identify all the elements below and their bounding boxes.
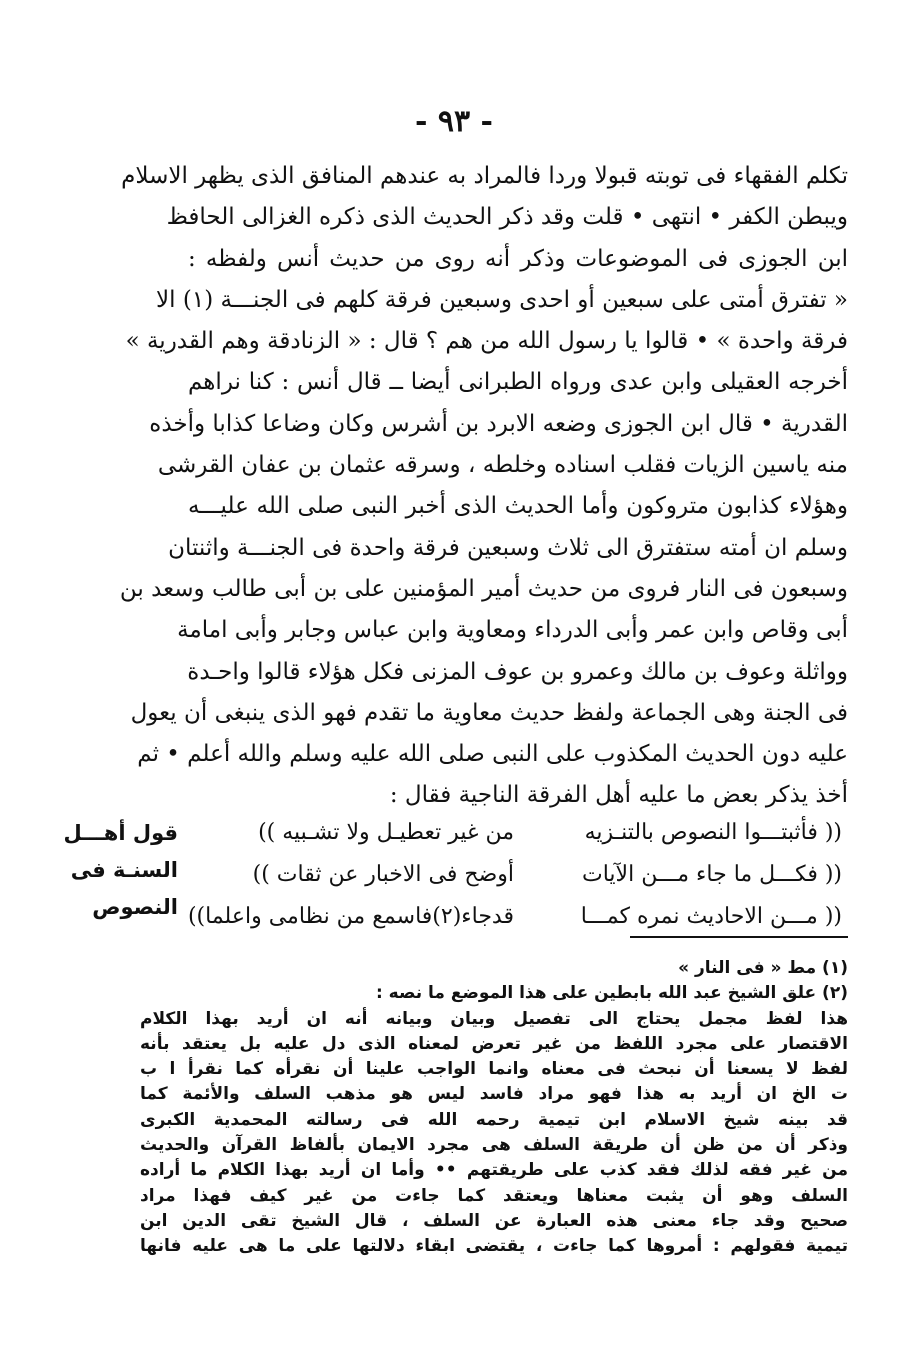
footnote-line: تيمية فقولهم : أمروها كما جاءت ، يقتضى ابقاء دلالتها على ما هى عليه فانها (140, 1236, 848, 1257)
text-line: وهؤلاء كذابون متروكون وأما الحديث الذى أخبر النبى صلى الله عليـــه (188, 493, 848, 520)
text-line: ويبطن الكفر • انتهى • قلت وقد ذكر الحديث الذى ذكره الغزالى الحافظ (166, 204, 848, 231)
verse-second-hemistich: قدجاء(٢)فاسمع من نظامى واعلما)) (187, 904, 514, 929)
footnote-line: السلف وهو أن يثبت معناها ويعتقد كما جاءت من غير كيف فهذا مراد (140, 1185, 848, 1206)
text-line: فرقة واحدة » • قالوا يا رسول الله من هم ؟ قال : « الزنادقة وهم القدرية » (125, 328, 848, 355)
text-line: فى الجنة وهى الجماعة ولفظ حديث معاوية ما تقدم فهو الذى ينبغى أن يعول (130, 699, 848, 726)
footnote-line: ت الخ ان أريد به هذا فهو مراد فاسد ليس هو مذهب السلف والأئمة كما (140, 1084, 848, 1105)
footnote-line: صحيح وقد جاء معنى هذه العبارة عن السلف ، قال الشيخ تقى الدين ابن (140, 1210, 848, 1231)
poem-verse (188, 896, 848, 938)
verse-second-hemistich: أوضح فى الاخبار عن ثقات )) (252, 862, 514, 887)
footnote-line: الاقتصار على مجرد اللفظ من غير تعرض لمعناه الذى دل عليه بل يعتقد بأنه (140, 1033, 848, 1054)
footnote-line: لفظ لا يسعنا أن نبحث فى معناه وانما الواجب علينا أن نقرأه كما نقرأ ا ب (140, 1059, 848, 1080)
text-line: « تفترق أمتى على سبعين أو احدى وسبعين فرقة كلهم فى الجنـــة (١) الا (156, 286, 848, 313)
footnote-divider (630, 936, 848, 938)
footnote-line: (٢) علق الشيخ عبد الله بابطين على هذا الموضع ما نصه : (375, 983, 848, 1004)
verse-first-hemistich: (( فكـــل ما جاء مـــن الآيات (582, 862, 842, 887)
margin-heading (18, 815, 178, 926)
text-line: وواثلة وعوف بن مالك وعمرو بن عوف المزنى فكل هؤلاء قالوا واحـدة (187, 658, 848, 685)
text-line: وسبعون فى النار فروى من حديث أمير المؤمنين على بن أبى طالب وسعد بن (119, 575, 848, 602)
text-line: أبى وقاص وابن عمر وأبى الدرداء ومعاوية وابن عباس وجابر وأبى امامة (177, 617, 848, 644)
verse-first-hemistich: (( فأثبتـــوا النصوص بالتنـزيه (584, 820, 842, 845)
verse-first-hemistich: (( مـــن الاحاديث نمره كمـــا (580, 904, 842, 929)
poem-verses (188, 812, 848, 938)
margin-heading-line: النصوص (92, 895, 178, 919)
page-number: - ٩٣ - (414, 104, 494, 139)
margin-heading-line: السنـة فى (70, 858, 178, 882)
text-line: وسلم ان أمته ستفترق الى ثلاث وسبعين فرقة واحدة فى الجنـــة واثنتان (168, 534, 848, 561)
footnote-line: قد بينه شيخ الاسلام ابن تيمية رحمه الله فى رسالته المحمدية الكبرى (140, 1109, 848, 1130)
footnote-line: وذكر أن من ظن أن طريقة السلف هى مجرد الايمان بألفاظ القرآن والحديث (140, 1135, 848, 1156)
footnote-line: (١) مط « فى النار » (678, 958, 848, 978)
text-line: أخذ يذكر بعض ما عليه أهل الفرقة الناجية فقال : (389, 782, 848, 809)
footnotes (140, 956, 848, 1260)
text-line: القدرية • قال ابن الجوزى وضعه الابرد بن أشرس وكان وضاعا كذابا وأخذه (149, 410, 848, 437)
text-line: عليه دون الحديث المكذوب على النبى صلى الله عليه وسلم والله أعلم • ثم (137, 741, 848, 768)
footnote-line: من غير فقه لذلك فقد كذب على طريقتهم •• وأما ان أريد بهذا الكلام ما أراده (140, 1160, 848, 1181)
margin-heading-line: قول أهـــل (63, 821, 178, 845)
text-line: منه ياسين الزيات فقلب اسناده وخلطه ، وسرقه عثمان بن عفان القرشى (157, 452, 848, 479)
text-line: تكلم الفقهاء فى توبته قبولا وردا فالمراد به عندهم المنافق الذى يظهر الاسلام (121, 163, 848, 189)
text-line: أخرجه العقيلى وابن عدى ورواه الطبرانى أيضا ــ قال أنس : كنا نراهم (188, 369, 848, 396)
main-text (119, 156, 848, 817)
poem-verse (188, 812, 848, 854)
verse-second-hemistich: من غير تعطيـل ولا تشـبيه )) (258, 820, 514, 845)
poem-verse (188, 854, 848, 896)
footnote-line: هذا لفظ مجمل يحتاج الى تفصيل وبيان وبيانه أنه ان أريد بهذا الكلام (140, 1008, 848, 1029)
text-line: ابن الجوزى فى الموضوعات وذكر أنه روى من حديث أنس ولفظه : (188, 245, 848, 272)
